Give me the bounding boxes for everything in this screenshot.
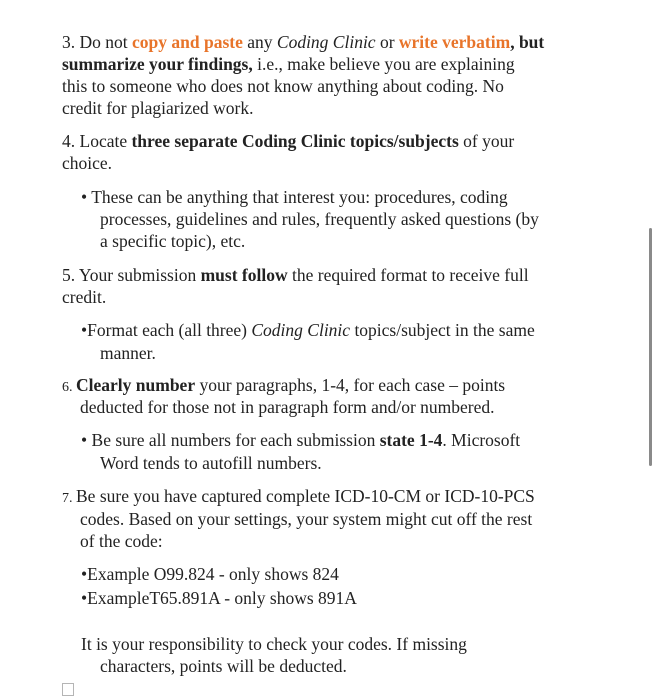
item-3-line-3: this to someone who does not know anything about coding. No — [62, 76, 504, 96]
item-4-bullet-line-2: processes, guidelines and rules, frequently asked questions (by — [100, 209, 539, 229]
item-5-line-2: credit. — [62, 287, 107, 307]
bullet-icon: • — [81, 430, 88, 450]
item-7-example-1 — [81, 563, 339, 585]
clearly-number-bold: Clearly number — [76, 375, 196, 395]
coding-clinic-italic: Coding Clinic — [251, 320, 351, 340]
copy-and-paste-emphasis: copy and paste — [132, 32, 243, 52]
state-1-4-bold: state 1-4 — [379, 430, 443, 450]
item-5-bullet — [81, 319, 535, 341]
item-3-line-4: credit for plagiarized work. — [62, 98, 254, 118]
example-text: ExampleT65.891A - only shows 891A — [87, 588, 357, 608]
item-7-example-2 — [81, 587, 357, 609]
text-fragment: of your — [458, 131, 515, 151]
summarize-findings-bold: summarize your findings, — [62, 54, 253, 74]
text-fragment-bold: , but — [510, 32, 545, 52]
item-5-number: 5. Your submission — [62, 265, 201, 285]
item-7-line-2: codes. Based on your settings, your system might cut off the rest — [80, 509, 533, 529]
text-fragment: i.e., make believe you are explaining — [252, 54, 515, 74]
checkbox[interactable] — [62, 683, 74, 696]
item-3-line-2 — [62, 53, 515, 75]
item-4-number: 4. Locate — [62, 131, 132, 151]
three-separate-topics-bold: three separate Coding Clinic topics/subjects — [131, 131, 459, 151]
bullet-text: Format each (all three) — [87, 320, 252, 340]
bullet-icon: • — [81, 187, 88, 207]
bullet-icon: • — [81, 588, 88, 608]
item-7-line-1 — [62, 485, 535, 510]
responsibility-line-2: characters, points will be deducted. — [100, 656, 347, 676]
item-6-bullet — [81, 429, 520, 451]
bullet-icon: • — [81, 564, 88, 584]
item-5-bullet-line-2: manner. — [100, 343, 156, 363]
item-7-line-3: of the code: — [80, 531, 163, 551]
bullet-text: topics/subject in the same — [350, 320, 535, 340]
bullet-text: Be sure all numbers for each submission — [91, 430, 380, 450]
bullet-text: . Microsoft — [442, 430, 521, 450]
item-3-number: 3. Do not — [62, 32, 132, 52]
item-4-bullet — [81, 186, 508, 208]
text-fragment: Be sure you have captured complete ICD-10-CM or ICD-10-PCS — [76, 486, 535, 506]
item-6-line-2: deducted for those not in paragraph form and/or numbered. — [80, 397, 495, 417]
must-follow-bold: must follow — [200, 265, 288, 285]
coding-clinic-italic: Coding Clinic — [276, 32, 376, 52]
item-5-line-1 — [62, 264, 529, 286]
text-fragment: the required format to receive full — [287, 265, 529, 285]
item-3-line-1 — [62, 31, 544, 53]
write-verbatim-emphasis: write verbatim — [398, 32, 511, 52]
bullet-icon: • — [81, 320, 88, 340]
item-7-number: 7. — [62, 491, 76, 506]
item-4-bullet-line-3: a specific topic), etc. — [100, 231, 246, 251]
example-text: Example O99.824 - only shows 824 — [87, 564, 339, 584]
item-4-line-1 — [62, 130, 514, 152]
text-fragment: any — [242, 32, 277, 52]
item-4-line-2: choice. — [62, 153, 113, 173]
responsibility-line-1: It is your responsibility to check your codes. If missing — [81, 634, 467, 654]
item-6-number: 6. — [62, 380, 76, 395]
item-6-bullet-line-2: Word tends to autofill numbers. — [100, 453, 322, 473]
bullet-text: These can be anything that interest you: procedures, coding — [91, 187, 508, 207]
text-fragment: or — [375, 32, 399, 52]
vertical-scrollbar[interactable] — [649, 228, 652, 466]
text-fragment: your paragraphs, 1-4, for each case – points — [195, 375, 506, 395]
